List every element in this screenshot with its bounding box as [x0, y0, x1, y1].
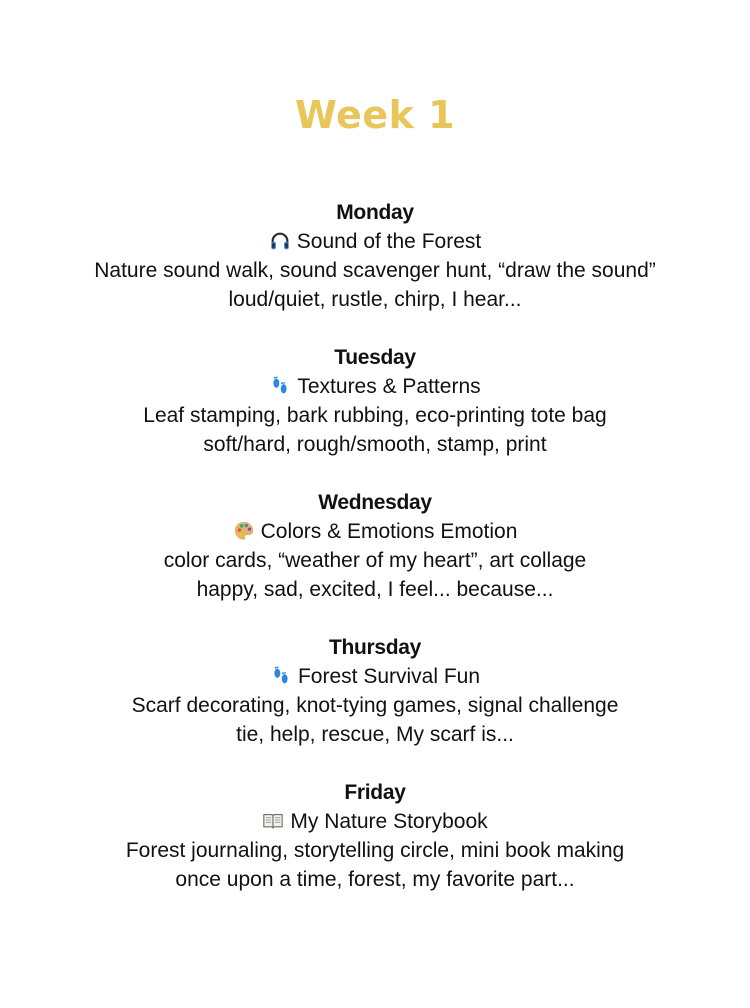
day-theme [0, 662, 750, 691]
footprints-icon [270, 665, 292, 687]
day-vocabulary: soft/hard, rough/smooth, stamp, print [203, 433, 547, 456]
day-theme [0, 517, 750, 546]
day-activities: color cards, “weather of my heart”, art collage [163, 549, 587, 572]
day-thursday [0, 633, 750, 749]
day-vocabulary: tie, help, rescue, My scarf is... [236, 723, 514, 746]
day-activities: Leaf stamping, bark rubbing, eco-printing tote bag [143, 404, 607, 427]
day-name: Friday [344, 781, 406, 804]
day-vocabulary: loud/quiet, rustle, chirp, I hear... [228, 288, 522, 311]
theme-text: Sound of the Forest [296, 230, 482, 253]
theme-text: Colors & Emotions Emotion [260, 520, 518, 543]
day-list [0, 198, 750, 923]
page-title: Week 1 [294, 93, 456, 137]
day-activities: Scarf decorating, knot-tying games, signal challenge [131, 694, 619, 717]
palette-icon [233, 520, 255, 542]
footprints-icon [269, 375, 291, 397]
day-theme [0, 227, 750, 256]
headphones-icon [269, 230, 291, 252]
theme-text: Textures & Patterns [297, 375, 481, 398]
day-name: Thursday [328, 636, 422, 659]
day-theme [0, 372, 750, 401]
theme-text: My Nature Storybook [290, 810, 488, 833]
day-vocabulary: happy, sad, excited, I feel... because... [196, 578, 554, 601]
open-book-icon [262, 810, 284, 832]
day-tuesday [0, 343, 750, 459]
day-theme [0, 807, 750, 836]
day-name: Wednesday [318, 491, 432, 514]
day-vocabulary: once upon a time, forest, my favorite part... [175, 868, 575, 891]
day-name: Monday [336, 201, 414, 224]
day-monday [0, 198, 750, 314]
day-name: Tuesday [334, 346, 416, 369]
day-activities: Forest journaling, storytelling circle, mini book making [125, 839, 625, 862]
day-friday [0, 778, 750, 894]
theme-text: Forest Survival Fun [297, 665, 481, 688]
day-activities: Nature sound walk, sound scavenger hunt, “draw the sound” [94, 259, 656, 282]
day-wednesday [0, 488, 750, 604]
